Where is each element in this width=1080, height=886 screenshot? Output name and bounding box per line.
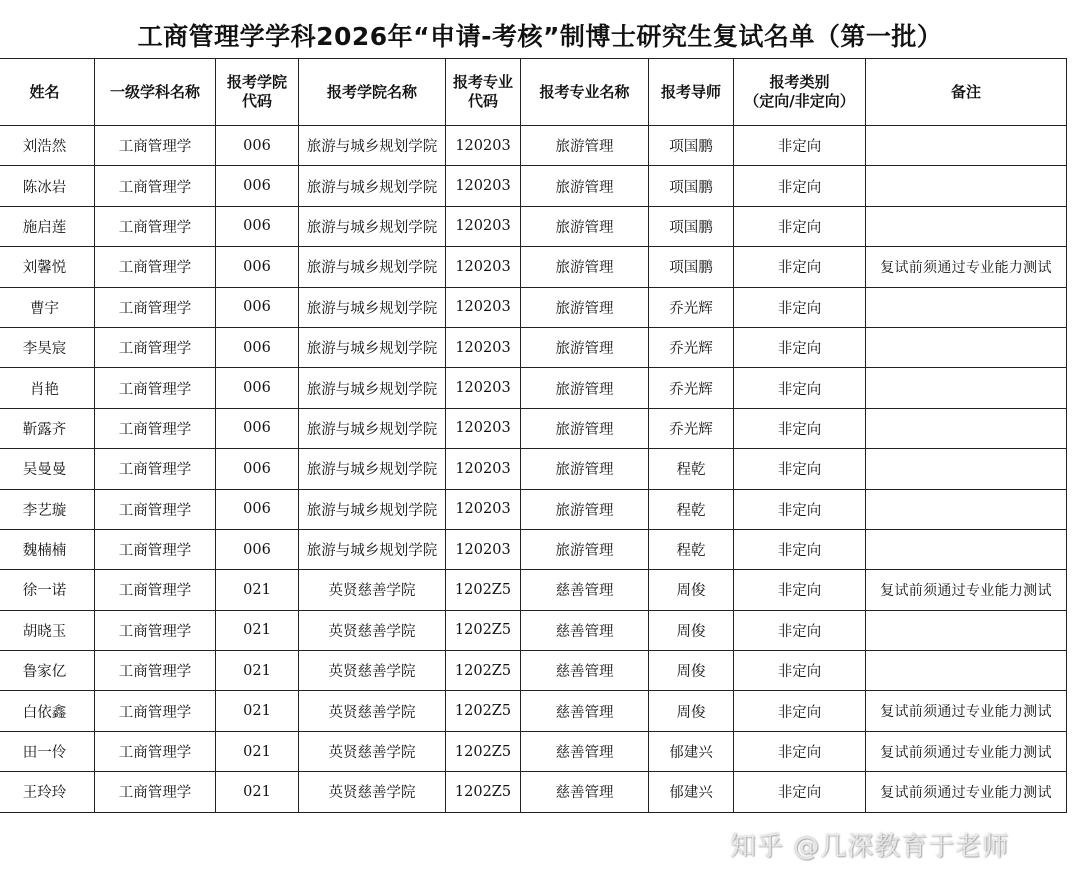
table-row: [0, 287, 1067, 327]
cell-category: 非定向: [734, 731, 866, 771]
cell-supervisor: 郁建兴: [649, 731, 734, 771]
cell-note: [866, 126, 1067, 166]
table-row: [0, 731, 1067, 771]
cell-supervisor: 周俊: [649, 651, 734, 691]
cell-major-code: 120203: [446, 166, 521, 206]
cell-discipline: 工商管理学: [95, 651, 216, 691]
cell-major-name: 旅游管理: [521, 368, 649, 408]
cell-major-name: 旅游管理: [521, 126, 649, 166]
cell-college-name: 旅游与城乡规划学院: [299, 327, 446, 367]
table-row: [0, 166, 1067, 206]
cell-college-name: 旅游与城乡规划学院: [299, 166, 446, 206]
cell-name: 徐一诺: [0, 570, 95, 610]
header-college-name: 报考学院名称: [299, 59, 446, 126]
cell-category: 非定向: [734, 651, 866, 691]
header-category: 报考类别 （定向/非定向）: [734, 59, 866, 126]
cell-major-name: 旅游管理: [521, 166, 649, 206]
table-row: [0, 449, 1067, 489]
cell-category: 非定向: [734, 408, 866, 448]
cell-major-name: 慈善管理: [521, 731, 649, 771]
cell-supervisor: 周俊: [649, 610, 734, 650]
cell-discipline: 工商管理学: [95, 287, 216, 327]
cell-college-code: 006: [216, 449, 299, 489]
cell-college-name: 英贤慈善学院: [299, 570, 446, 610]
table-row: [0, 651, 1067, 691]
cell-supervisor: 程乾: [649, 489, 734, 529]
cell-name: 胡晓玉: [0, 610, 95, 650]
cell-note: [866, 166, 1067, 206]
table-row: [0, 368, 1067, 408]
cell-college-code: 021: [216, 610, 299, 650]
table-body: [0, 126, 1067, 813]
cell-college-code: 021: [216, 651, 299, 691]
cell-discipline: 工商管理学: [95, 529, 216, 569]
cell-category: 非定向: [734, 327, 866, 367]
cell-name: 田一伶: [0, 731, 95, 771]
cell-discipline: 工商管理学: [95, 126, 216, 166]
cell-supervisor: 周俊: [649, 691, 734, 731]
cell-major-code: 120203: [446, 247, 521, 287]
cell-supervisor: 项国鹏: [649, 247, 734, 287]
cell-college-code: 006: [216, 529, 299, 569]
cell-college-code: 006: [216, 287, 299, 327]
cell-college-name: 旅游与城乡规划学院: [299, 408, 446, 448]
cell-college-code: 006: [216, 368, 299, 408]
cell-supervisor: 乔光辉: [649, 408, 734, 448]
cell-college-code: 021: [216, 772, 299, 812]
cell-college-name: 英贤慈善学院: [299, 691, 446, 731]
cell-college-code: 006: [216, 327, 299, 367]
cell-major-code: 120203: [446, 206, 521, 246]
cell-major-code: 1202Z5: [446, 772, 521, 812]
cell-college-name: 旅游与城乡规划学院: [299, 206, 446, 246]
header-major-code: 报考专业 代码: [446, 59, 521, 126]
table-row: [0, 247, 1067, 287]
header-college-code: 报考学院 代码: [216, 59, 299, 126]
cell-college-code: 006: [216, 126, 299, 166]
cell-category: 非定向: [734, 489, 866, 529]
cell-supervisor: 项国鹏: [649, 126, 734, 166]
header-name: 姓名: [0, 59, 95, 126]
cell-major-code: 120203: [446, 408, 521, 448]
cell-major-name: 旅游管理: [521, 247, 649, 287]
cell-major-name: 慈善管理: [521, 610, 649, 650]
cell-college-name: 旅游与城乡规划学院: [299, 287, 446, 327]
cell-major-name: 慈善管理: [521, 570, 649, 610]
cell-category: 非定向: [734, 610, 866, 650]
cell-category: 非定向: [734, 449, 866, 489]
cell-discipline: 工商管理学: [95, 570, 216, 610]
cell-college-name: 英贤慈善学院: [299, 731, 446, 771]
cell-name: 施启莲: [0, 206, 95, 246]
cell-college-code: 021: [216, 570, 299, 610]
table-row: [0, 610, 1067, 650]
cell-category: 非定向: [734, 126, 866, 166]
cell-note: 复试前须通过专业能力测试: [866, 247, 1067, 287]
document-title: 工商管理学学科2026年“申请-考核”制博士研究生复试名单（第一批）: [137, 22, 943, 51]
cell-name: 曹宇: [0, 287, 95, 327]
cell-name: 王玲玲: [0, 772, 95, 812]
cell-major-code: 120203: [446, 449, 521, 489]
cell-category: 非定向: [734, 247, 866, 287]
cell-note: [866, 489, 1067, 529]
cell-name: 肖艳: [0, 368, 95, 408]
cell-discipline: 工商管理学: [95, 449, 216, 489]
cell-name: 刘浩然: [0, 126, 95, 166]
cell-college-code: 021: [216, 691, 299, 731]
cell-note: 复试前须通过专业能力测试: [866, 772, 1067, 812]
cell-supervisor: 程乾: [649, 449, 734, 489]
cell-note: 复试前须通过专业能力测试: [866, 691, 1067, 731]
cell-supervisor: 乔光辉: [649, 287, 734, 327]
cell-college-code: 006: [216, 166, 299, 206]
watermark: 知乎 @几深教育于老师: [730, 832, 1010, 862]
cell-supervisor: 程乾: [649, 529, 734, 569]
cell-discipline: 工商管理学: [95, 610, 216, 650]
cell-category: 非定向: [734, 206, 866, 246]
cell-discipline: 工商管理学: [95, 327, 216, 367]
cell-name: 刘馨悦: [0, 247, 95, 287]
cell-major-code: 120203: [446, 489, 521, 529]
cell-note: 复试前须通过专业能力测试: [866, 731, 1067, 771]
header-discipline: 一级学科名称: [95, 59, 216, 126]
cell-name: 李昊宸: [0, 327, 95, 367]
table-row: [0, 570, 1067, 610]
cell-name: 吴曼曼: [0, 449, 95, 489]
cell-name: 魏楠楠: [0, 529, 95, 569]
cell-major-name: 旅游管理: [521, 287, 649, 327]
cell-note: [866, 610, 1067, 650]
header-supervisor: 报考导师: [649, 59, 734, 126]
cell-major-code: 1202Z5: [446, 651, 521, 691]
cell-major-name: 旅游管理: [521, 529, 649, 569]
cell-major-code: 120203: [446, 287, 521, 327]
cell-name: 靳露齐: [0, 408, 95, 448]
candidate-table: [0, 58, 1067, 813]
cell-major-name: 旅游管理: [521, 449, 649, 489]
cell-supervisor: 乔光辉: [649, 327, 734, 367]
cell-category: 非定向: [734, 166, 866, 206]
cell-major-code: 120203: [446, 126, 521, 166]
cell-supervisor: 项国鹏: [649, 166, 734, 206]
cell-college-name: 旅游与城乡规划学院: [299, 368, 446, 408]
cell-college-name: 英贤慈善学院: [299, 772, 446, 812]
cell-college-code: 006: [216, 408, 299, 448]
cell-discipline: 工商管理学: [95, 691, 216, 731]
table-row: [0, 126, 1067, 166]
cell-supervisor: 项国鹏: [649, 206, 734, 246]
cell-category: 非定向: [734, 287, 866, 327]
cell-major-name: 旅游管理: [521, 489, 649, 529]
cell-college-name: 英贤慈善学院: [299, 610, 446, 650]
table-row: [0, 408, 1067, 448]
cell-college-code: 021: [216, 731, 299, 771]
cell-name: 鲁家亿: [0, 651, 95, 691]
cell-college-name: 旅游与城乡规划学院: [299, 449, 446, 489]
cell-discipline: 工商管理学: [95, 731, 216, 771]
cell-name: 李艺璇: [0, 489, 95, 529]
header-major-name: 报考专业名称: [521, 59, 649, 126]
table-row: [0, 489, 1067, 529]
cell-major-code: 1202Z5: [446, 570, 521, 610]
table-row: [0, 206, 1067, 246]
cell-note: [866, 368, 1067, 408]
cell-major-code: 1202Z5: [446, 610, 521, 650]
cell-major-code: 120203: [446, 327, 521, 367]
cell-major-code: 1202Z5: [446, 731, 521, 771]
cell-college-name: 旅游与城乡规划学院: [299, 489, 446, 529]
table-row: [0, 529, 1067, 569]
cell-major-name: 慈善管理: [521, 651, 649, 691]
cell-note: [866, 408, 1067, 448]
cell-supervisor: 周俊: [649, 570, 734, 610]
cell-college-name: 旅游与城乡规划学院: [299, 247, 446, 287]
cell-note: 复试前须通过专业能力测试: [866, 570, 1067, 610]
cell-name: 陈冰岩: [0, 166, 95, 206]
cell-major-name: 旅游管理: [521, 206, 649, 246]
cell-major-code: 1202Z5: [446, 691, 521, 731]
cell-discipline: 工商管理学: [95, 408, 216, 448]
cell-discipline: 工商管理学: [95, 772, 216, 812]
cell-note: [866, 529, 1067, 569]
cell-note: [866, 287, 1067, 327]
cell-note: [866, 206, 1067, 246]
cell-major-name: 旅游管理: [521, 327, 649, 367]
cell-supervisor: 郁建兴: [649, 772, 734, 812]
cell-discipline: 工商管理学: [95, 247, 216, 287]
table-row: [0, 691, 1067, 731]
cell-category: 非定向: [734, 772, 866, 812]
cell-major-name: 慈善管理: [521, 691, 649, 731]
cell-note: [866, 327, 1067, 367]
cell-college-code: 006: [216, 247, 299, 287]
cell-name: 白依鑫: [0, 691, 95, 731]
cell-major-code: 120203: [446, 368, 521, 408]
cell-category: 非定向: [734, 529, 866, 569]
header-note: 备注: [866, 59, 1067, 126]
cell-major-code: 120203: [446, 529, 521, 569]
cell-category: 非定向: [734, 691, 866, 731]
header-row: [0, 59, 1067, 126]
cell-note: [866, 651, 1067, 691]
cell-major-name: 旅游管理: [521, 408, 649, 448]
cell-college-name: 旅游与城乡规划学院: [299, 126, 446, 166]
table-row: [0, 772, 1067, 812]
cell-major-name: 慈善管理: [521, 772, 649, 812]
cell-category: 非定向: [734, 368, 866, 408]
cell-college-code: 006: [216, 206, 299, 246]
cell-note: [866, 449, 1067, 489]
cell-college-name: 旅游与城乡规划学院: [299, 529, 446, 569]
cell-discipline: 工商管理学: [95, 368, 216, 408]
cell-supervisor: 乔光辉: [649, 368, 734, 408]
cell-discipline: 工商管理学: [95, 489, 216, 529]
table-row: [0, 327, 1067, 367]
cell-college-code: 006: [216, 489, 299, 529]
cell-college-name: 英贤慈善学院: [299, 651, 446, 691]
cell-category: 非定向: [734, 570, 866, 610]
cell-discipline: 工商管理学: [95, 166, 216, 206]
cell-discipline: 工商管理学: [95, 206, 216, 246]
